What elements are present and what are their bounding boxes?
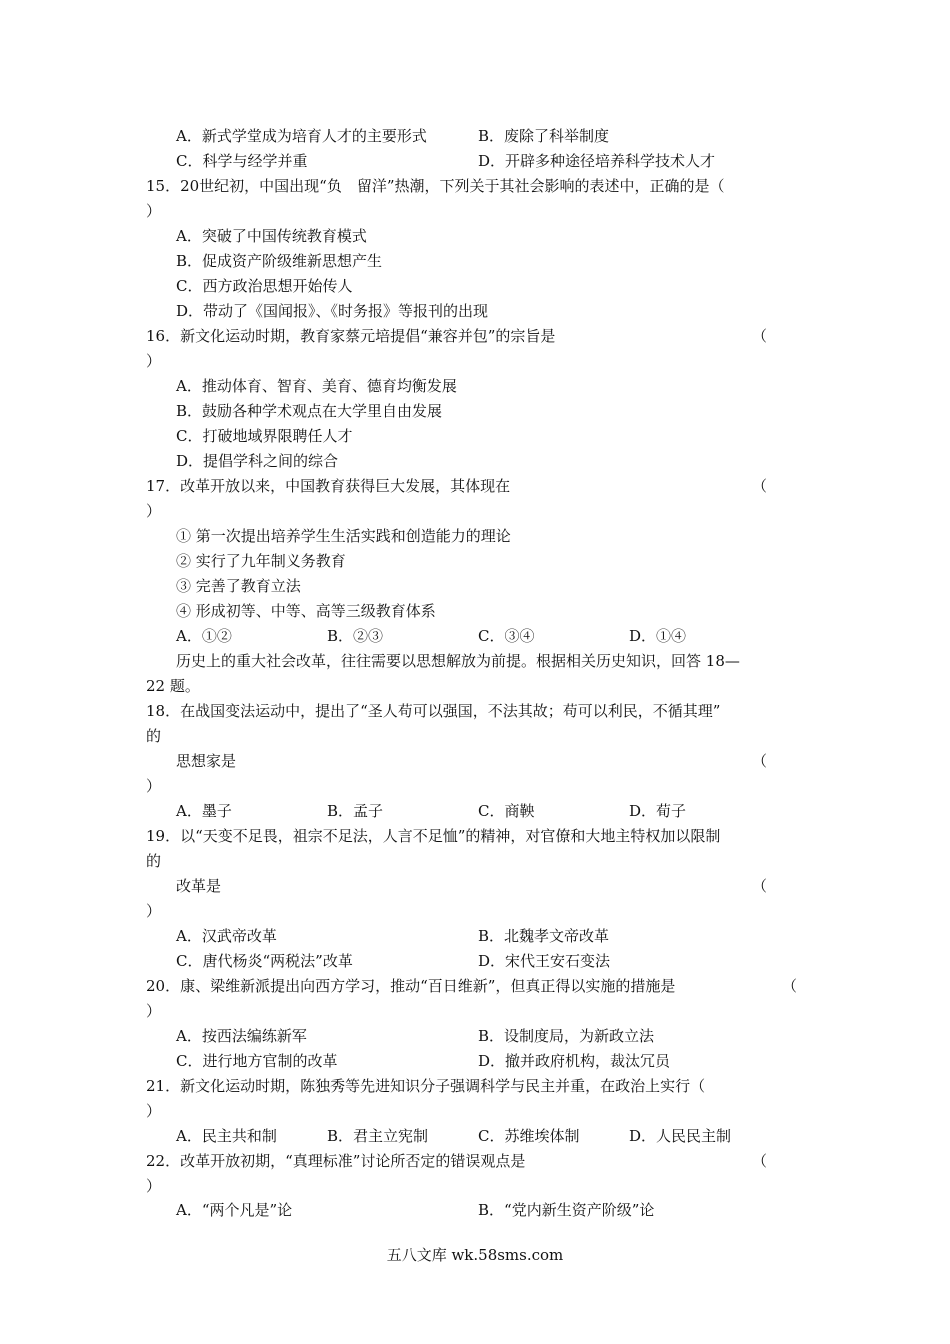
q20-option-b: B．设制度局，为新政立法 [478,1027,655,1045]
q19-option-d: D．宋代王安石变法 [478,952,611,970]
q15-option-b: B．促成资产阶级维新思想产生 [176,252,383,270]
q16-stem: 16．新文化运动时期，教育家蔡元培提倡“兼容并包”的宗旨是 [146,327,556,345]
q19-open-paren: （ [752,877,768,895]
q17-close-paren: ） [146,502,162,520]
q20-open-paren: （ [782,977,798,995]
q16-option-a: A．推动体育、智育、美育、德育均衡发展 [176,377,457,395]
q19-option-a: A．汉武帝改革 [176,927,277,945]
q19-stem-line-2: 的 [146,852,162,870]
q22-option-a: A．“两个凡是”论 [176,1201,293,1219]
q17-stem: 17．改革开放以来，中国教育获得巨大发展，其体现在 [146,477,511,495]
section-intro-line-2: 22 题。 [146,677,200,695]
q19-stem-line-3: 改革是 [176,877,222,895]
q17-item-2: ② 实行了九年制义务教育 [176,552,346,570]
section-intro-line-1: 历史上的重大社会改革，往往需要以思想解放为前提。根据相关历史知识，回答 18— [176,652,740,670]
q16-option-d: D．提倡学科之间的综合 [176,452,339,470]
q21-stem: 21．新文化运动时期，陈独秀等先进知识分子强调科学与民主并重，在政治上实行（ [146,1077,706,1095]
q21-close-paren: ） [146,1102,162,1120]
q14-option-b: B．废除了科举制度 [478,127,610,145]
q22-option-b: B．“党内新生资产阶级”论 [478,1201,655,1219]
q17-option-a: A．①② [176,627,232,645]
q15-option-a: A．突破了中国传统教育模式 [176,227,367,245]
q18-stem-line-1: 18．在战国变法运动中，提出了“圣人苟可以强国，不法其故；苟可以利民，不循其理” [146,702,721,720]
q16-option-b: B．鼓励各种学术观点在大学里自由发展 [176,402,443,420]
q16-option-c: C．打破地域界限聘任人才 [176,427,353,445]
page-footer-watermark: 五八文库 wk.58sms.com [386,1246,564,1264]
q14-option-a: A．新式学堂成为培育人才的主要形式 [176,127,427,145]
q19-option-b: B．北魏孝文帝改革 [478,927,610,945]
q20-option-d: D．撤并政府机构，裁汰冗员 [478,1052,671,1070]
q17-open-paren: （ [752,477,768,495]
q18-stem-line-2: 的 [146,727,162,745]
q22-close-paren: ） [146,1177,162,1195]
q15-stem: 15．20世纪初，中国出现“负 留洋”热潮，下列关于其社会影响的表述中，正确的是（ [146,177,725,195]
q18-option-a: A．墨子 [176,802,232,820]
q16-open-paren: （ [752,327,768,345]
q22-open-paren: （ [752,1152,768,1170]
q18-option-d: D．荀子 [629,802,687,820]
q17-option-b: B．②③ [327,627,384,645]
q19-stem-line-1: 19．以“天变不足畏，祖宗不足法，人言不足恤”的精神，对官僚和大地主特权加以限制 [146,827,721,845]
q17-item-3: ③ 完善了教育立法 [176,577,301,595]
q20-close-paren: ） [146,1002,162,1020]
q17-item-1: ① 第一次提出培养学生生活实践和创造能力的理论 [176,527,511,545]
q22-stem: 22．改革开放初期，“真理标准”讨论所否定的错误观点是 [146,1152,526,1170]
q16-close-paren: ） [146,352,162,370]
q15-option-d: D．带动了《国闻报》、《时务报》等报刊的出现 [176,302,489,320]
q21-option-a: A．民主共和制 [176,1127,277,1145]
q18-open-paren: （ [752,752,768,770]
q19-close-paren: ） [146,902,162,920]
q14-option-d: D．开辟多种途径培养科学技术人才 [478,152,716,170]
q14-option-c: C．科学与经学并重 [176,152,308,170]
q18-option-c: C．商鞅 [478,802,535,820]
q17-option-c: C．③④ [478,627,535,645]
q21-option-d: D．人民民主制 [629,1127,732,1145]
q19-option-c: C．唐代杨炎“两税法”改革 [176,952,353,970]
q18-option-b: B．孟子 [327,802,384,820]
q18-stem-line-3: 思想家是 [176,752,237,770]
q21-option-c: C．苏维埃体制 [478,1127,580,1145]
q21-option-b: B．君主立宪制 [327,1127,429,1145]
q20-option-c: C．进行地方官制的改革 [176,1052,338,1070]
q18-close-paren: ） [146,777,162,795]
q17-item-4: ④ 形成初等、中等、高等三级教育体系 [176,602,436,620]
q15-close-paren: ） [146,202,162,220]
q20-option-a: A．按西法编练新军 [176,1027,307,1045]
q17-option-d: D．①④ [629,627,687,645]
q20-stem: 20．康、梁维新派提出向西方学习，推动“百日维新”，但真正得以实施的措施是 [146,977,676,995]
q15-option-c: C．西方政治思想开始传人 [176,277,353,295]
